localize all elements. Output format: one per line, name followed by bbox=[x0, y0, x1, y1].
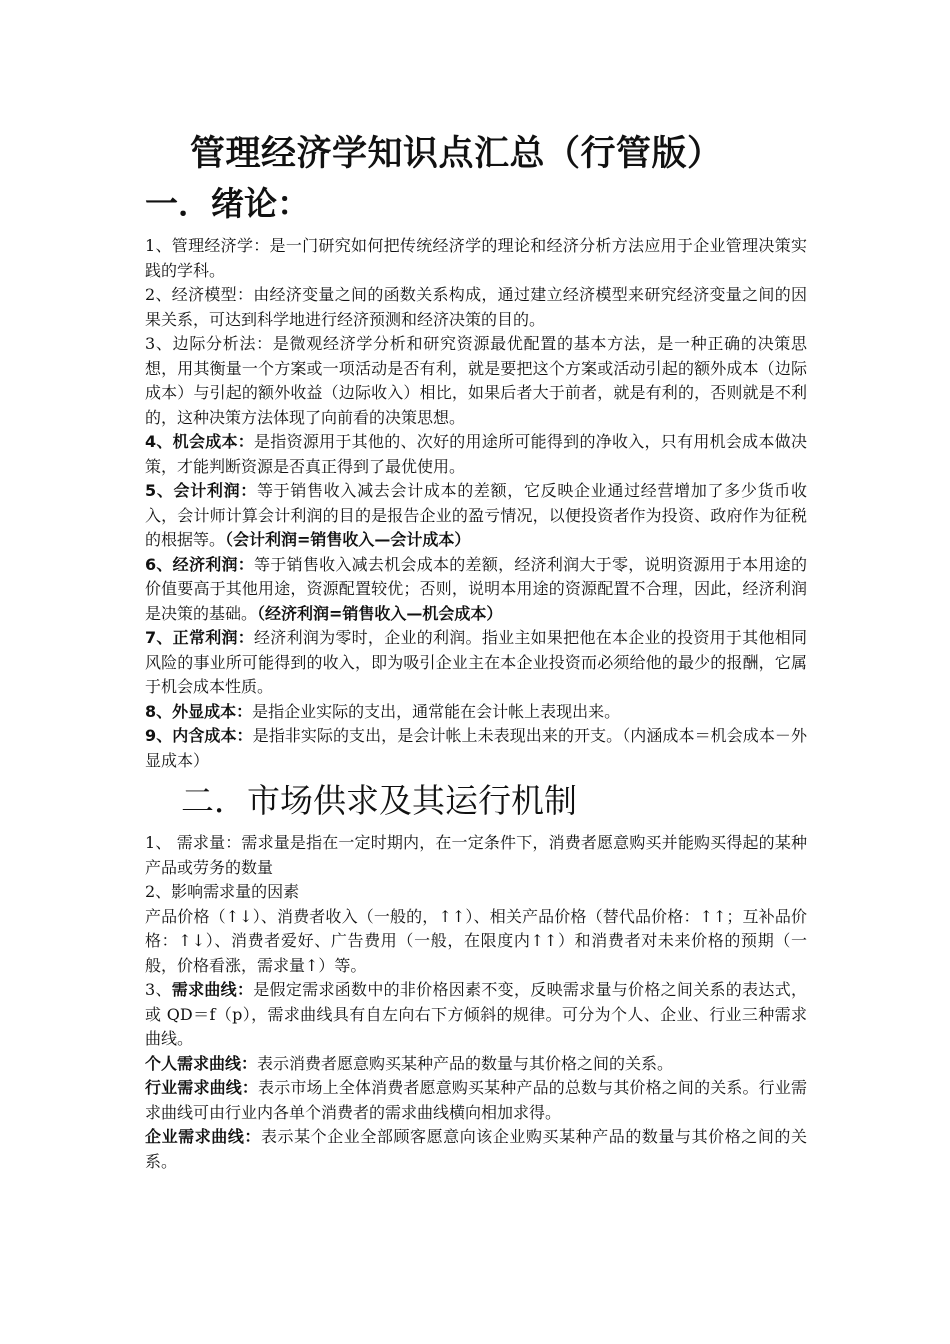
formula: （经济利润=销售收入—机会成本） bbox=[257, 603, 503, 623]
paragraph bbox=[145, 831, 807, 880]
paragraph bbox=[145, 332, 807, 430]
paragraph bbox=[145, 880, 807, 905]
paragraph bbox=[145, 234, 807, 283]
paragraph bbox=[145, 905, 807, 979]
term-label: 需求曲线： bbox=[171, 980, 254, 999]
paragraph-text: 1、 需求量：需求量是指在一定时期内，在一定条件下，消费者愿意购买并能购买得起的某种产品或劳务的数量 bbox=[145, 833, 807, 877]
paragraph-text: 等于销售收入减去机会成本的差额，经济利润大于零，说明资源用于本用途的价值要高于其他用途，资源配置较优；否则，说明本用途的资源配置不合理，因此，经济利润是决策的基础。 bbox=[145, 554, 807, 623]
section-2-heading: 二．市场供求及其运行机制 bbox=[181, 781, 577, 820]
term-label: 行业需求曲线： bbox=[145, 1078, 259, 1097]
paragraph bbox=[145, 553, 807, 627]
paragraph-text: 是指企业实际的支出，通常能在会计帐上表现出来。 bbox=[252, 701, 621, 721]
document-title: 管理经济学知识点汇总（行管版） bbox=[190, 134, 723, 174]
paragraph bbox=[145, 978, 807, 1052]
term-label: 6、经济利润： bbox=[145, 554, 255, 574]
paragraph-text: 2、影响需求量的因素 bbox=[145, 882, 300, 901]
term-label: 4、机会成本： bbox=[145, 432, 255, 451]
paragraph-text: 表示某个企业全部顾客愿意向该企业购买某种产品的数量与其价格之间的关系。 bbox=[145, 1127, 807, 1171]
paragraph-text: 经济利润为零时，企业的利润。指业主如果把他在本企业的投资用于其他相同风险的事业所可能得到的收入，即为吸引企业主在本企业投资而必须给他的最少的报酬，它属于机会成本性质。 bbox=[145, 628, 807, 696]
paragraph-text: 等于销售收入减去会计成本的差额，它反映企业通过经营增加了多少货币收入，会计师计算会计利润的目的是报告企业的盈亏情况，以便投资者作为投资、政府作为征税的根据等。 bbox=[145, 481, 807, 549]
paragraph-text: 是指非实际的支出，是会计帐上未表现出来的开支。（内涵成本＝机会成本－外显成本） bbox=[145, 726, 807, 770]
formula: （会计利润=销售收入—会计成本） bbox=[225, 530, 471, 549]
paragraph bbox=[145, 626, 807, 700]
paragraph-text: 表示消费者愿意购买某种产品的数量与其价格之间的关系。 bbox=[257, 1053, 674, 1073]
term-label: 7、正常利润： bbox=[145, 628, 255, 647]
term-label: 8、外显成本： bbox=[145, 701, 253, 721]
term-label: 9、内含成本： bbox=[145, 726, 253, 745]
paragraph-text: 1、管理经济学：是一门研究如何把传统经济学的理论和经济分析方法应用于企业管理决策实践的学科。 bbox=[145, 236, 807, 280]
paragraph bbox=[145, 700, 807, 725]
paragraph-text: 3、边际分析法：是微观经济学分析和研究资源最优配置的基本方法，是一种正确的决策思想，用其衡量一个方案或一项活动是否有利，就是要把这个方案或活动引起的额外成本（边际成本）与引起的额外收益（边际收入）相比，如果后者大于前者，就是有利的，否则就是不利的，这种决策方法体现了向前看的决策思想。 bbox=[145, 334, 807, 427]
paragraph bbox=[145, 283, 807, 332]
paragraph bbox=[145, 724, 807, 773]
paragraph bbox=[145, 1125, 807, 1174]
term-label: 5、会计利润： bbox=[145, 481, 257, 500]
term-label: 企业需求曲线： bbox=[145, 1127, 261, 1146]
paragraph-text: 是指资源用于其他的、次好的用途所可能得到的净收入，只有用机会成本做决策，才能判断资源是否真正得到了最优使用。 bbox=[145, 432, 807, 476]
term-label: 个人需求曲线： bbox=[145, 1053, 258, 1073]
paragraph bbox=[145, 430, 807, 479]
paragraph-text: 产品价格（↑↓）、消费者收入（一般的，↑↑）、相关产品价格（替代品价格：↑↑；互补品价格：↑↓）、消费者爱好、广告费用（一般，在限度内↑↑）和消费者对未来价格的预期（一般，价格看涨，需求量↑）等。 bbox=[145, 906, 807, 975]
section-1-heading: 一．绪论： bbox=[145, 184, 310, 223]
document-page bbox=[145, 122, 807, 1174]
paragraph-text: 表示市场上全体消费者愿意购买某种产品的总数与其价格之间的关系。行业需求曲线可由行业内各单个消费者的需求曲线横向相加求得。 bbox=[145, 1078, 807, 1122]
paragraph-text: 2、经济模型：由经济变量之间的函数关系构成，通过建立经济模型来研究经济变量之间的因果关系，可达到科学地进行经济预测和经济决策的目的。 bbox=[145, 285, 807, 329]
paragraph bbox=[145, 479, 807, 553]
paragraph bbox=[145, 1076, 807, 1125]
item-number: 3、 bbox=[145, 980, 172, 999]
paragraph bbox=[145, 1052, 807, 1077]
paragraph-text: 是假定需求函数中的非价格因素不变，反映需求量与价格之间关系的表达式，或 QD＝f（p），需求曲线具有自左向右下方倾斜的规律。可分为个人、企业、行业三种需求曲线。 bbox=[145, 980, 807, 1048]
